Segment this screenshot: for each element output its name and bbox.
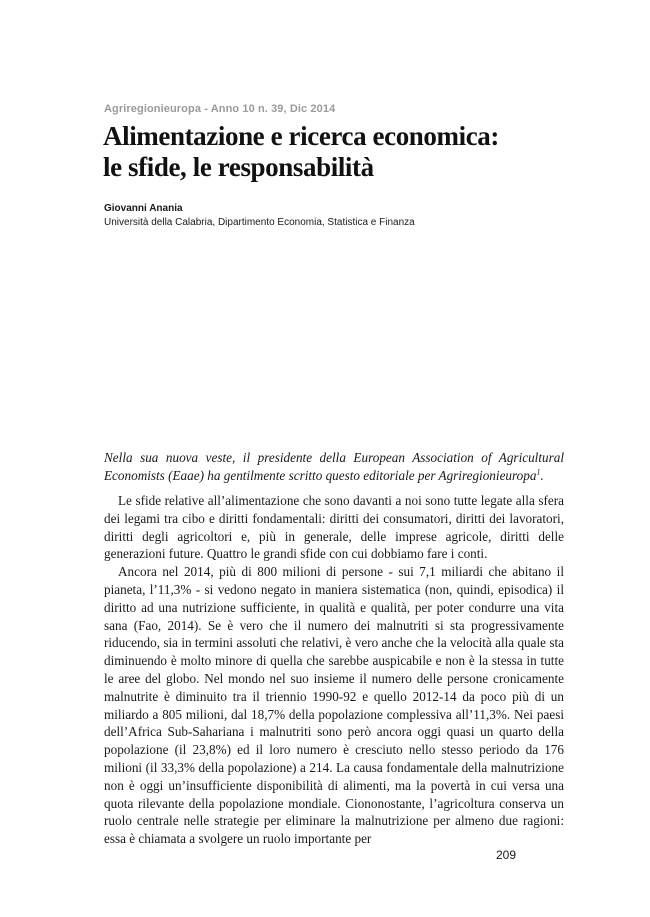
body-paragraph: Ancora nel 2014, più di 800 milioni di persone - sui 7,1 miliardi che abitano il pianeta, l’11,3% - si vedono negato in maniera sistematica (non, quindi, episodica) il diritto ad una nutrizione sufficiente, in qualità e qualità, per poter condurre una vita sana (Fao, 2014). Se è vero che il numero dei malnutriti si sta progressivamente riducendo, sia in termini assoluti che relativi, è vero anche che la velocità alla quale sta diminuendo è molto minore di quella che sarebbe auspicabile e non è la stessa in tutte le aree del globo. Nel mondo nel suo insieme il numero delle persone cronicamente malnutrite è diminuito tra il triennio 1990-92 e quello 2012-14 da poco più di un miliardo a 805 milioni, dal 18,7% della popolazione complessiva all’11,3%. Nei paesi dell’Africa Sub-Sahariana i malnutriti sono però ancora oggi quasi un quarto della popolazione (il 23,8%) ed il loro numero è cresciuto nello stesso periodo da 176 milioni (il 33,3% della popolazione) a 214. La causa fondamentale della malnutrizione non è oggi un’insufficiente disponibilità di alimenti, ma la povertà in cui versa una quota rilevante della popolazione mondiale. Ciononostante, l’agricoltura conserva un ruolo centrale nelle strategie per eliminare la malnutrizione per almeno due ragioni: essa è chiamata a svolgere un ruolo importante per (104, 564, 564, 847)
editorial-intro (104, 449, 564, 485)
article-body (104, 492, 564, 848)
article-title (103, 121, 573, 183)
author-affiliation: Università della Calabria, Dipartimento Economia, Statistica e Finanza (104, 217, 415, 228)
title-line-1: Alimentazione e ricerca economica: (103, 121, 499, 151)
body-paragraph: Le sfide relative all’alimentazione che sono davanti a noi sono tutte legate alla sfera dei legami tra cibo e diritti fondamentali: diritti dei consumatori, diritti dei lavoratori, diritti degli agricoltori e, più in generale, delle imprese agricole, diritti delle generazioni future. Quattro le grandi sfide con cui dobbiamo fare i conti. (104, 493, 564, 562)
running-header: Agriregionieuropa - Anno 10 n. 39, Dic 2014 (104, 103, 336, 115)
page-number: 209 (496, 848, 517, 862)
intro-end: . (540, 468, 544, 483)
title-line-2: le sfide, le responsabilità (103, 152, 374, 182)
footnote-marker[interactable]: 1 (536, 467, 541, 477)
author-name: Giovanni Anania (104, 203, 183, 214)
intro-text: Nella sua nuova veste, il presidente della European Association of Agricultural Economists (Eaae) ha gentilmente scritto questo editoriale per Agriregionieuropa (104, 450, 564, 483)
